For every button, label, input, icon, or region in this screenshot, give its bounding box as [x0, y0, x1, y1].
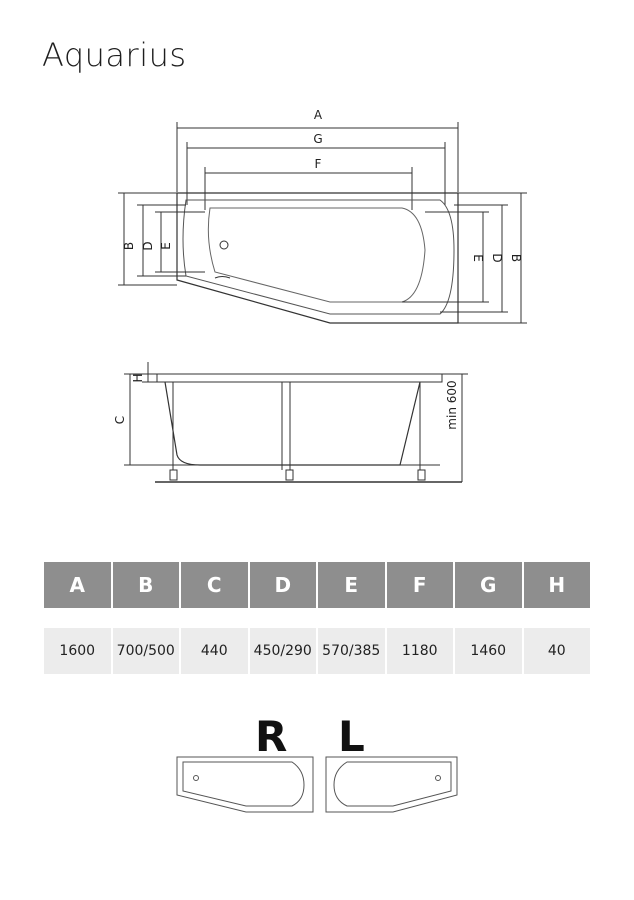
table-value-row — [44, 628, 590, 674]
header-cell-e: E — [318, 562, 385, 608]
table-header-row — [44, 562, 590, 608]
header-cell-h: H — [524, 562, 591, 608]
value-cell-c: 440 — [181, 628, 248, 674]
label-c: C — [113, 415, 127, 425]
label-b-right: B — [509, 253, 523, 263]
value-cell-a: 1600 — [44, 628, 111, 674]
label-e-left: E — [159, 242, 173, 250]
value-cell-g: 1460 — [455, 628, 522, 674]
header-cell-c: C — [181, 562, 248, 608]
value-cell-h: 40 — [524, 628, 591, 674]
table-spacer — [44, 608, 590, 628]
label-e-right: E — [471, 254, 485, 262]
value-cell-d: 450/290 — [250, 628, 317, 674]
header-cell-b: B — [113, 562, 180, 608]
header-cell-d: D — [250, 562, 317, 608]
value-cell-b: 700/500 — [113, 628, 180, 674]
label-min-height: min 600 — [445, 380, 459, 430]
label-a: A — [313, 108, 323, 122]
label-h: H — [131, 373, 145, 383]
label-g: G — [313, 132, 323, 146]
orientation-right-label: R — [255, 712, 288, 761]
header-cell-f: F — [387, 562, 454, 608]
label-b-left: B — [122, 241, 136, 251]
dimensions-table — [42, 562, 592, 674]
page-title: Aquarius — [42, 36, 187, 74]
label-d-left: D — [141, 241, 155, 251]
value-cell-e: 570/385 — [318, 628, 385, 674]
value-cell-f: 1180 — [387, 628, 454, 674]
label-d-right: D — [490, 253, 504, 263]
header-cell-g: G — [455, 562, 522, 608]
label-f: F — [314, 157, 322, 171]
orientation-left-label: L — [338, 712, 365, 761]
header-cell-a: A — [44, 562, 111, 608]
